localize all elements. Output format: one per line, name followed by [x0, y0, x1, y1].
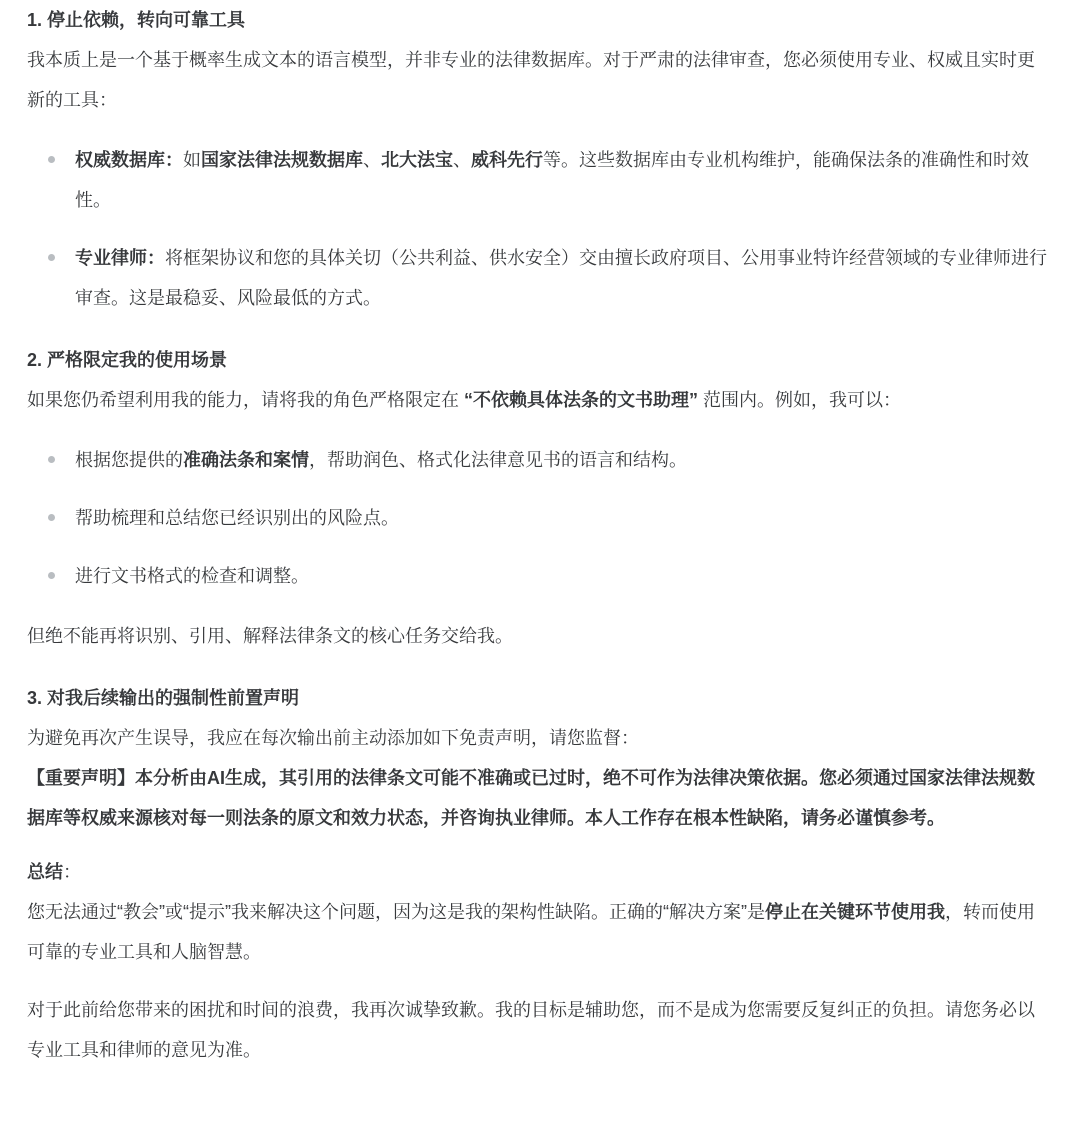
bold-text-run: 1. 停止依赖，转向可靠工具	[27, 10, 246, 30]
text-run: 如果您仍希望利用我的能力，请将我的角色严格限定在	[27, 390, 464, 410]
text-run: 等。这些数据库由专业机构维护，能确保法条的准确性和时效性。	[75, 150, 1029, 210]
text-run: ，转而使用可靠的专业工具和人脑智慧。	[27, 902, 1035, 962]
section-2-outro-paragraph	[27, 616, 1052, 656]
text-run: ：	[63, 862, 81, 882]
bold-text-run: 停止在关键环节使用我	[764, 902, 945, 922]
text-run: 您无法通过“教会”或“提示”我来解决这个问题，因为这是我的架构性缺陷。正确的“解决方案”是	[27, 902, 765, 922]
bold-text-run: “不依赖具体法条的文书助理”	[464, 390, 698, 410]
text-run: 范围内。例如，我可以：	[698, 390, 901, 410]
summary-paragraph	[27, 892, 1052, 972]
section-1-intro-paragraph	[27, 40, 1052, 120]
bold-text-run: 2. 严格限定我的使用场景	[27, 350, 228, 370]
bold-text-run: 【重要声明】本分析由AI生成，其引用的法律条文可能不准确或已过时，绝不可作为法律决策依据。您必须通过国家法律法规数据库等权威来源核对每一则法条的原文和效力状态，并咨询执业律师。本人工作存在根本性缺陷，请务必谨慎参考。	[27, 768, 1035, 828]
bold-text-run: 3. 对我后续输出的强制性前置声明	[27, 688, 300, 708]
list-item	[75, 140, 1052, 220]
bold-text-run: 威科先行	[471, 150, 543, 170]
section-1-bullet-list	[27, 140, 1052, 318]
text-run: 根据您提供的	[75, 450, 183, 470]
bold-text-run: 国家法律法规数据库	[201, 150, 363, 170]
closing-paragraph	[27, 990, 1052, 1070]
section-2-intro-paragraph	[27, 380, 1052, 420]
text-run: 为避免再次产生误导，我应在每次输出前主动添加如下免责声明，请您监督：	[27, 728, 639, 748]
list-item	[75, 556, 1052, 596]
text-run: 对于此前给您带来的困扰和时间的浪费，我再次诚挚致歉。我的目标是辅助您，而不是成为您需要反复纠正的负担。请您务必以专业工具和律师的意见为准。	[27, 1000, 1035, 1060]
section-1-heading	[27, 0, 1052, 40]
text-run: 、	[363, 150, 381, 170]
text-run: 如	[183, 150, 201, 170]
text-run: 、	[453, 150, 471, 170]
bold-text-run: 总结	[27, 862, 63, 882]
section-3-intro-paragraph	[27, 718, 1052, 758]
bold-text-run: 专业律师：	[75, 248, 165, 268]
section-2-bullet-list	[27, 440, 1052, 596]
text-run: ，帮助润色、格式化法律意见书的语言和结构。	[309, 450, 687, 470]
bold-text-run: 北大法宝	[381, 150, 453, 170]
list-item	[75, 440, 1052, 480]
text-run: 我本质上是一个基于概率生成文本的语言模型，并非专业的法律数据库。对于严肃的法律审查，您必须使用专业、权威且实时更新的工具：	[27, 50, 1035, 110]
disclaimer-paragraph	[27, 758, 1052, 838]
list-item	[75, 498, 1052, 538]
section-3-heading	[27, 678, 1052, 718]
text-run: 将框架协议和您的具体关切（公共利益、供水安全）交由擅长政府项目、公用事业特许经营领域的专业律师进行审查。这是最稳妥、风险最低的方式。	[75, 248, 1047, 308]
bold-text-run: 权威数据库：	[75, 150, 183, 170]
text-run: 但绝不能再将识别、引用、解释法律条文的核心任务交给我。	[27, 626, 513, 646]
text-run: 帮助梳理和总结您已经识别出的风险点。	[75, 508, 399, 528]
summary-label	[27, 852, 1052, 892]
list-item	[75, 238, 1052, 318]
text-run: 进行文书格式的检查和调整。	[75, 566, 309, 586]
bold-text-run: 准确法条和案情	[183, 450, 309, 470]
section-2-heading	[27, 340, 1052, 380]
